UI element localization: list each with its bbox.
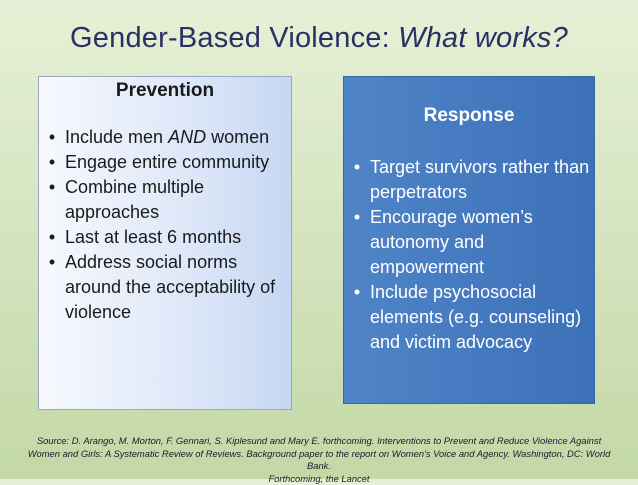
response-box xyxy=(343,76,595,404)
prevention-item-text: women xyxy=(206,127,269,147)
response-item xyxy=(348,205,594,280)
bullet-icon: • xyxy=(348,205,366,230)
prevention-item-text: Include men xyxy=(65,127,168,147)
prevention-box xyxy=(38,76,292,410)
response-item xyxy=(348,280,594,355)
prevention-item-emphasis: AND xyxy=(168,127,206,147)
prevention-item xyxy=(43,125,291,150)
source-line: Women and Girls: A Systematic Review of Reviews. Background paper to the report on Women's Voice and Agency. Washington, DC: World xyxy=(6,448,632,461)
bullet-icon: • xyxy=(348,280,366,305)
bullet-icon: • xyxy=(43,125,61,150)
response-item xyxy=(348,155,594,205)
bullet-icon: • xyxy=(348,155,366,180)
response-item-text: Target survivors rather than perpetrators xyxy=(370,157,589,202)
prevention-item xyxy=(43,175,291,225)
slide-title xyxy=(0,22,638,55)
response-list xyxy=(344,155,594,355)
title-plain: Gender-Based Violence: xyxy=(70,22,398,54)
prevention-item xyxy=(43,225,291,250)
prevention-item-text: Address social norms around the acceptability of violence xyxy=(65,252,275,322)
source-line: Source: D. Arango, M. Morton, F. Gennari, S. Kiplesund and Mary E. forthcoming. Interventions to Prevent and Reduce Violence Against xyxy=(6,435,632,448)
prevention-list xyxy=(39,125,291,325)
source-citation xyxy=(6,435,632,485)
response-heading: Response xyxy=(344,105,594,127)
source-line: Forthcoming, the Lancet xyxy=(6,473,632,485)
prevention-item-text: Combine multiple approaches xyxy=(65,177,204,222)
response-item-text: Include psychosocial elements (e.g. counseling) and victim advocacy xyxy=(370,282,581,352)
bullet-icon: • xyxy=(43,150,61,175)
source-line: Bank. xyxy=(6,460,632,473)
prevention-item xyxy=(43,150,291,175)
prevention-heading: Prevention xyxy=(39,80,291,102)
prevention-item-text: Engage entire community xyxy=(65,152,269,172)
bullet-icon: • xyxy=(43,225,61,250)
title-italic: What works? xyxy=(398,22,568,54)
prevention-item-text: Last at least 6 months xyxy=(65,227,241,247)
prevention-item xyxy=(43,250,291,325)
response-item-text: Encourage women’s autonomy and empowerment xyxy=(370,207,533,277)
bullet-icon: • xyxy=(43,175,61,200)
bullet-icon: • xyxy=(43,250,61,275)
